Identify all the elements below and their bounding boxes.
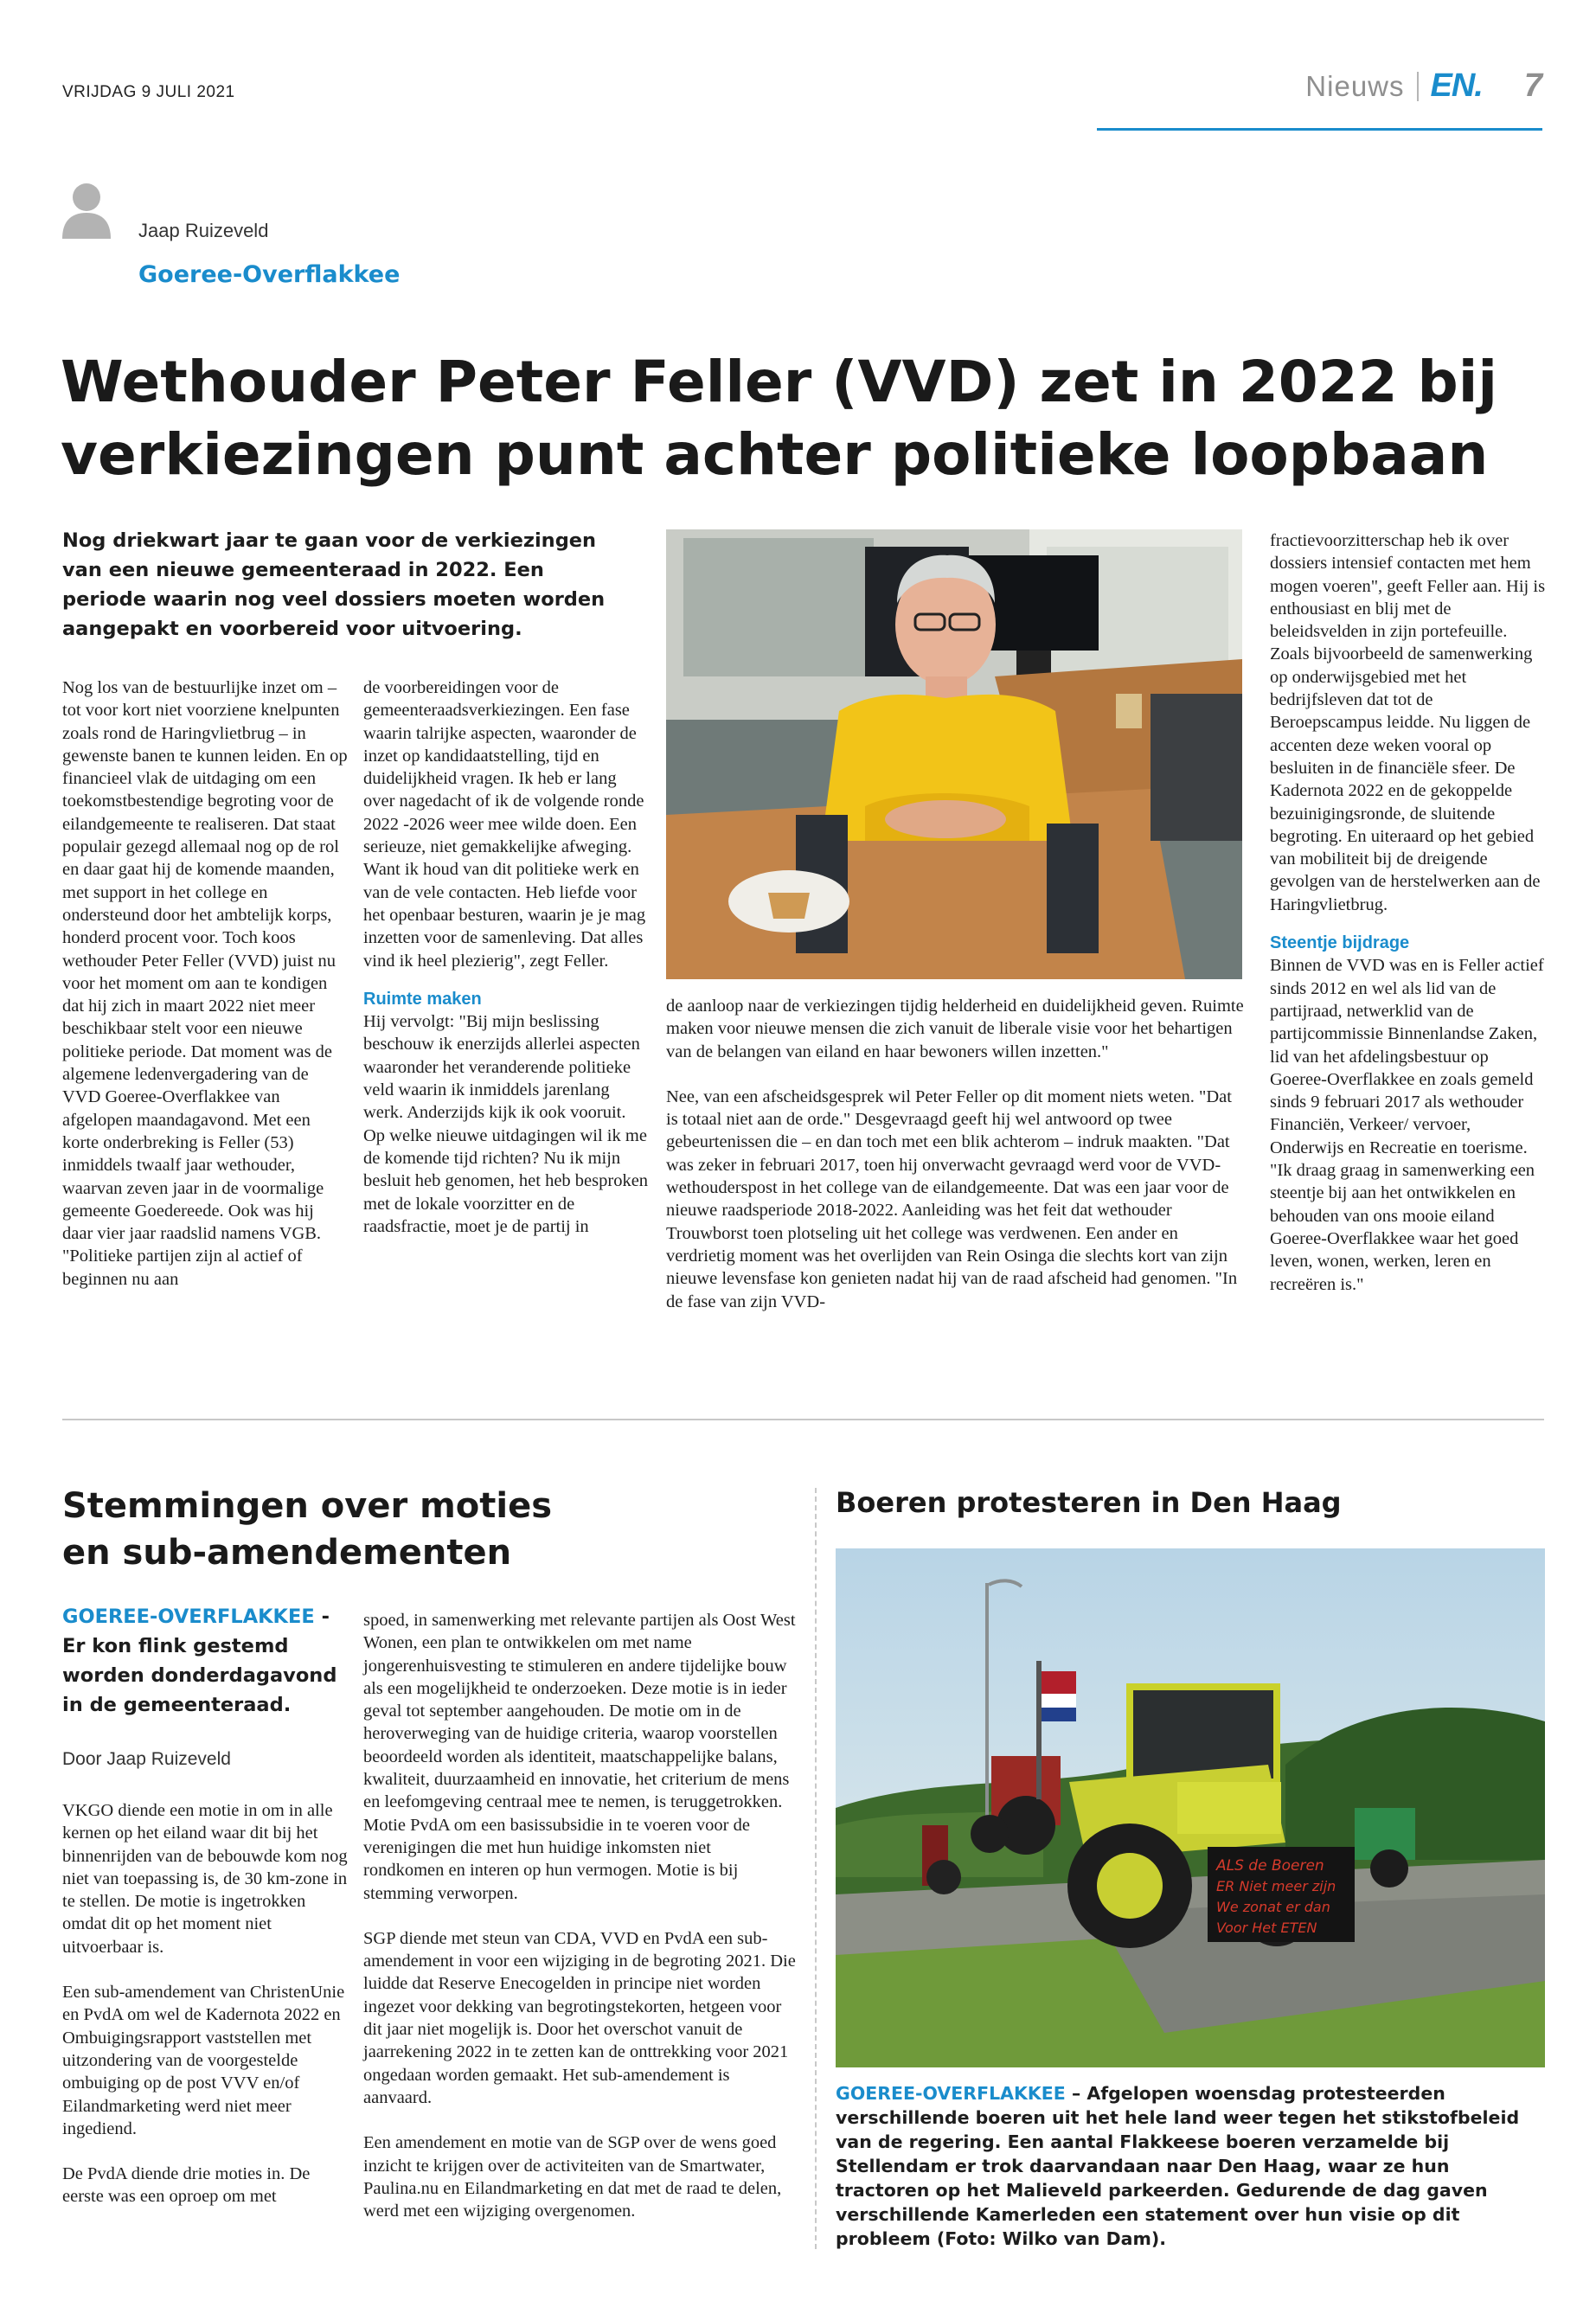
- issue-date: VRIJDAG 9 JULI 2021: [62, 83, 235, 101]
- article-author: Jaap Ruizeveld: [138, 220, 269, 241]
- body-text: Hij vervolgt: "Bij mijn beslissing beschouw ik enerzijds allerlei aspecten waaronder het veranderende politieke veld waarin ik inmiddels jarenlang werk. Anderzijds kijk ik ook vooruit. Op welke nieuwe uitdagingen wil ik me de komende tijd richten? Nu ik mijn besluit heb genomen, het heb besproken met de lokale voorzitter en de raadsfractie, moet je de partij in: [363, 1012, 649, 1236]
- body-text: fractievoorzitterschap heb ik over dossiers intensief contacten met hem mogen voeren", geeft Feller aan. Hij is enthousiast en blij met de beleidsvelden in zijn portefeuille. Zoals bijvoorbeeld de samenwerking op onderwijsgebied met het bedrijfsleven dat tot de Beroepscampus leidde. Nu liggen de accenten deze weken vooral op besluiten in de financiële sfeer. De Kadernota 2022 en de gekoppelde bezuinigingsronde, de sluitende begroting. En uiteraard op het gebied van mobiliteit bij de dreigende gevolgen van de herstelwerken aan de Haringvlietbrug.: [1270, 531, 1546, 914]
- article2-headline: Stemmingen over moties en sub-amendementen: [62, 1486, 553, 1573]
- article2-column-2: [363, 1609, 796, 2222]
- article-region: Goeree-Overflakkee: [138, 261, 401, 288]
- tractor-photo: [836, 1548, 1545, 2067]
- page-title: Wethouder Peter Feller (VVD) zet in 2022 bij verkiezingen punt achter politieke loopbaan: [61, 349, 1497, 488]
- portrait-illustration: [666, 529, 1242, 979]
- article-column-2: [363, 676, 649, 1238]
- body-text: Nee, van een afscheidsgesprek wil Peter Feller op dit moment niets weten. "Dat is totaal niet aan de orde." Desgevraagd geeft hij wel antwoord op twee gebeurtenissen die – en dan toch met een blik achterom – indruk maakten. "Dat was zeker in februari 2017, toen hij onverwacht gevraagd werd voor de VVD-wethouderspost in het college van de eilandgemeente. Dat was een jaar voor de nieuwe raadsperiode 2018-2022. Aanleiding was het feit dat wethouder Trouwborst toen plotseling uit het college was verdwenen. Een ander en verdrietig moment was het overlijden van Rein Osinga die slechts kort van zijn nieuwe levensfase kon genieten nadat hij van de raad afscheid had genomen. "In de fase van zijn VVD-: [666, 1086, 1238, 1311]
- body-text: de voorbereidingen voor de gemeenteraadsverkiezingen. Een fase waarin talrijke aspecten, waaronder de inzet op kandidaatstelling, tijd en duidelijkheid vragen. Ik heb er lang over nagedacht of ik de volgende ronde 2022 -2026 weer mee wilde doen. Een serieuze, niet gemakkelijke afweging. Want ik houd van dit politieke werk en van de vele contacten. Heb liefde voor het openbaar besturen, waarin je je mag inzetten voor de samenleving. Dat alles vind ik heel plezierig", zegt Feller.: [363, 678, 646, 971]
- article-column-4: [1270, 529, 1547, 1296]
- body-text: De PvdA diende drie moties in. De eerste was een oproep om met: [62, 2164, 311, 2207]
- column-divider: [815, 1488, 817, 2249]
- lead-dash: -: [314, 1606, 330, 1628]
- article2-column-1: [62, 1799, 348, 2208]
- article3-headline: Boeren protesteren in Den Haag: [836, 1486, 1342, 1519]
- article2-byline: Door Jaap Ruizeveld: [62, 1749, 231, 1769]
- newspaper-logo: EN.: [1430, 67, 1483, 104]
- sign-line-4: Voor Het ETEN: [1216, 1920, 1317, 1936]
- portrait-photo: [666, 529, 1242, 979]
- body-text: Binnen de VVD was en is Feller actief sinds 2012 en wel als lid van de partijraad, netwerklid van de partijcommissie Binnenlandse Zaken, lid van het afdelingsbestuur op Goeree-Overflakkee en zoals gemeld sinds 9 februari 2017 als wethouder Financiën, Verkeer/ vervoer, Onderwijs en Recreatie en toerisme. "Ik draag graag in samenwerking een steentje bij aan het ontwikkelen en behouden van ons mooie eiland Goeree-Overflakkee waar het goed leven, wonen, werken, leren en recreëren is.": [1270, 956, 1544, 1294]
- caption-region: GOEREE-OVERFLAKKEE: [836, 2083, 1066, 2104]
- section-separator: [1417, 72, 1419, 101]
- page-number: 7: [1523, 67, 1542, 104]
- sign-line-1: ALS de Boeren: [1216, 1857, 1324, 1875]
- article2-lead: [62, 1602, 348, 1720]
- author-avatar-icon: [62, 182, 111, 239]
- body-text: SGP diende met steun van CDA, VVD en PvdA een sub-amendement in voor een wijziging in de begroting 2021. Die luidde dat Reserve Enecogelden in principe niet worden ingezet voor dekking van begrotingstekorten, hetgeen voor dit jaar niet mogelijk is. Door het overschot vanuit de jaarrekening 2022 in te zetten kan de onttrekking voor 2021 ongedaan worden gemaakt. Het sub-amendement is aanvaard.: [363, 1928, 796, 2107]
- sign-line-3: We zonat er dan: [1216, 1899, 1330, 1915]
- subheading: Ruimte maken: [363, 989, 482, 1009]
- photo-caption: [836, 2081, 1547, 2251]
- subheading: Steentje bijdrage: [1270, 933, 1410, 953]
- section-divider: [62, 1419, 1544, 1420]
- body-text: Nog los van de bestuurlijke inzet om – tot voor kort niet voorziene knelpunten zoals rond de Haringvlietbrug – in gewenste banen te kunnen leiden. En op financieel vlak de uitdaging om een toekomstbestendige begroting voor de eilandgemeente te realiseren. Dat staat populair gezegd allemaal nog op de rol en daar gaat hij de komende maanden, met support in het college en ondersteund door het ambtelijk korps, honderd procent voor. Toch koos wethouder Peter Feller (VVD) juist nu voor het moment om aan te kondigen dat hij zich in maart 2022 niet meer beschikbaar stelt voor een nieuwe politieke periode. Dat moment was de algemene ledenvergadering van de VVD Goeree-Overflakkee van afgelopen maandagavond. Met een korte onderbreking is Feller (53) inmiddels twaalf jaar wethouder, waarvan zeven jaar in de voormalige gemeente Goedereede. Ook was hij daar vier jaar raadslid namens VGB. "Politieke partijen zijn al actief of beginnen nu aan: [62, 678, 348, 1289]
- caption-text: – Afgelopen woensdag protesteerden verschillende boeren uit het hele land weer tegen het stikstofbeleid van de regering. Een aantal Flakkeese boeren verzamelde bij Stellendam er trok daarvandaan naar Den Haag, waar ze hun tractoren op het Malieveld parkeerden. Gedurende de dag gaven verschillende Kamerleden een statement over hun visie op dit probleem (Foto: Wilko van Dam).: [836, 2083, 1520, 2249]
- body-text: de aanloop naar de verkiezingen tijdig helderheid en duidelijkheid geven. Ruimte maken voor nieuwe mensen die zich vanuit de liberale visie voor het behartigen van de belangen van eiland en haar bewoners willen inzetten.": [666, 997, 1244, 1061]
- article-column-1: [62, 676, 348, 1291]
- body-text: Een sub-amendement van ChristenUnie en PvdA om wel de Kadernota 2022 en Ombuigingsrapport vaststellen met uitzondering van de voorgestelde ombuiging op de post VVV en/of Eilandmarketing werd niet meer ingediend.: [62, 1983, 345, 2138]
- body-text: Een amendement en motie van de SGP over de wens goed inzicht te krijgen over de activiteiten van de Smartwater, Paulina.nu en Eilandmarketing en dat met de raad te delen, werd met een wijziging overgenomen.: [363, 2133, 782, 2221]
- tractor-illustration: [836, 1548, 1545, 2067]
- masthead-brand: [1305, 67, 1542, 105]
- header-rule: [1097, 128, 1542, 131]
- lead-text: Er kon flink gestemd worden donderdagavond in de gemeenteraad.: [62, 1635, 337, 1716]
- lead-region: GOEREE-OVERFLAKKEE: [62, 1606, 315, 1628]
- article-column-3: [666, 995, 1246, 1313]
- sign-line-2: ER Niet meer zijn: [1216, 1878, 1336, 1894]
- article-lead: Nog driekwart jaar te gaan voor de verkiezingen van een nieuwe gemeenteraad in 2022. Een periode waarin nog veel dossiers moeten worden aangepakt en voorbereid voor uitvoering.: [62, 529, 606, 640]
- body-text: VKGO diende een motie in om in alle kernen op het eiland waar dit bij het binnenrijden van de bebouwde kom nog niet van toepassing is, de 30 km-zone in te stellen. De motie is ingetrokken omdat dit op het moment niet uitvoerbaar is.: [62, 1801, 348, 1957]
- body-text: spoed, in samenwerking met relevante partijen als Oost West Wonen, een plan te ontwikkelen om met name jongerenhuisvesting te stimuleren en andere tijdelijke bouw als een mogelijkheid te onderzoeken. Deze motie is in ieder geval tot september aangehouden. De motie om in de heroverweging van de huidige criteria, waarop voorstellen beoordeeld worden als identiteit, maatschappelijke balans, kwaliteit, duurzaamheid en innovatie, het criterium de mens en leefomgeving centraal mee te nemen, is teruggetrokken. Motie PvdA om een basissubsidie in te voeren voor de verenigingen die met hun huidige inkomsten niet rondkomen en interen op hun vermogen. Motie is bij stemming verworpen.: [363, 1611, 796, 1903]
- section-label: Nieuws: [1305, 69, 1405, 102]
